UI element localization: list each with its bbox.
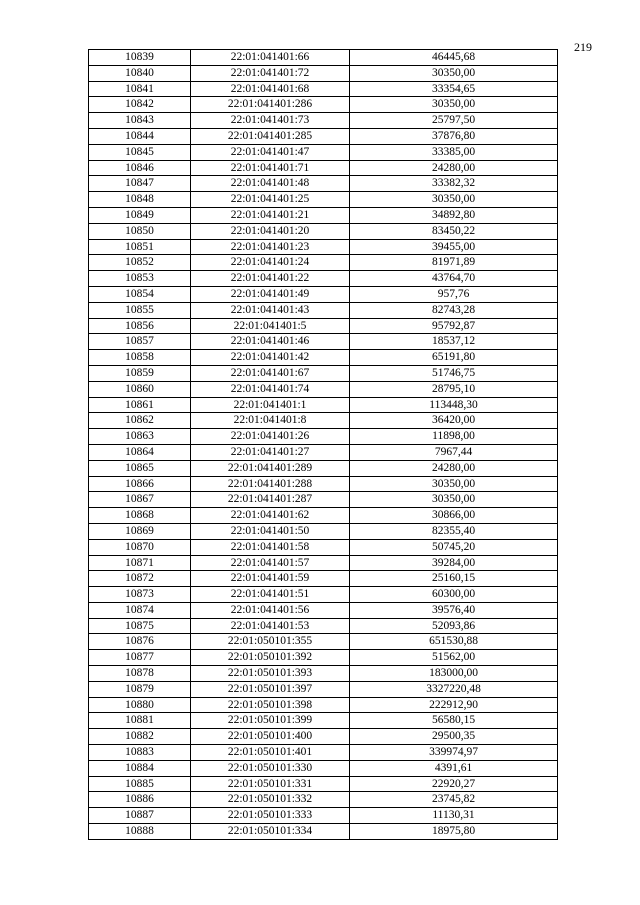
value-cell: 39576,40 [350,602,558,618]
row-number-cell: 10865 [89,460,191,476]
row-number-cell: 10847 [89,176,191,192]
value-cell: 183000,00 [350,666,558,682]
table-row [89,350,558,366]
table-body [89,50,558,840]
cadastral-number-cell: 22:01:041401:287 [191,492,350,508]
table-row [89,207,558,223]
row-number-cell: 10843 [89,113,191,129]
cadastral-number-cell: 22:01:041401:26 [191,429,350,445]
table-row [89,760,558,776]
row-number-cell: 10872 [89,571,191,587]
value-cell: 18537,12 [350,334,558,350]
cadastral-number-cell: 22:01:041401:68 [191,81,350,97]
value-cell: 46445,68 [350,50,558,66]
row-number-cell: 10878 [89,666,191,682]
table-row [89,729,558,745]
table-row [89,176,558,192]
cadastral-number-cell: 22:01:041401:58 [191,539,350,555]
value-cell: 113448,30 [350,397,558,413]
value-cell: 65191,80 [350,350,558,366]
cadastral-number-cell: 22:01:041401:47 [191,144,350,160]
table-row [89,50,558,66]
cadastral-number-cell: 22:01:041401:286 [191,97,350,113]
value-cell: 18975,80 [350,824,558,840]
table-row [89,634,558,650]
row-number-cell: 10883 [89,745,191,761]
cadastral-number-cell: 22:01:041401:8 [191,413,350,429]
table-row [89,681,558,697]
value-cell: 3327220,48 [350,681,558,697]
cadastral-number-cell: 22:01:050101:401 [191,745,350,761]
row-number-cell: 10844 [89,128,191,144]
value-cell: 43764,70 [350,271,558,287]
table-row [89,97,558,113]
cadastral-number-cell: 22:01:041401:67 [191,365,350,381]
row-number-cell: 10839 [89,50,191,66]
value-cell: 82355,40 [350,523,558,539]
value-cell: 23745,82 [350,792,558,808]
row-number-cell: 10849 [89,207,191,223]
value-cell: 222912,90 [350,697,558,713]
row-number-cell: 10856 [89,318,191,334]
value-cell: 30350,00 [350,65,558,81]
value-cell: 4391,61 [350,760,558,776]
value-cell: 28795,10 [350,381,558,397]
row-number-cell: 10888 [89,824,191,840]
row-number-cell: 10855 [89,302,191,318]
value-cell: 11130,31 [350,808,558,824]
value-cell: 51562,00 [350,650,558,666]
value-cell: 22920,27 [350,776,558,792]
table-row [89,413,558,429]
table-row [89,255,558,271]
cadastral-number-cell: 22:01:050101:393 [191,666,350,682]
cadastral-number-cell: 22:01:041401:71 [191,160,350,176]
cadastral-number-cell: 22:01:041401:50 [191,523,350,539]
value-cell: 30350,00 [350,192,558,208]
value-cell: 82743,28 [350,302,558,318]
row-number-cell: 10851 [89,239,191,255]
row-number-cell: 10879 [89,681,191,697]
value-cell: 50745,20 [350,539,558,555]
cadastral-number-cell: 22:01:041401:48 [191,176,350,192]
table-row [89,286,558,302]
table-row [89,160,558,176]
row-number-cell: 10842 [89,97,191,113]
value-cell: 33385,00 [350,144,558,160]
table-row [89,697,558,713]
value-cell: 83450,22 [350,223,558,239]
table-row [89,144,558,160]
cadastral-number-cell: 22:01:041401:25 [191,192,350,208]
row-number-cell: 10882 [89,729,191,745]
table-row [89,523,558,539]
cadastral-number-cell: 22:01:050101:333 [191,808,350,824]
table-row [89,334,558,350]
cadastral-number-cell: 22:01:050101:330 [191,760,350,776]
row-number-cell: 10876 [89,634,191,650]
row-number-cell: 10867 [89,492,191,508]
cadastral-number-cell: 22:01:041401:66 [191,50,350,66]
table-row [89,745,558,761]
cadastral-number-cell: 22:01:041401:53 [191,618,350,634]
value-cell: 24280,00 [350,460,558,476]
row-number-cell: 10868 [89,508,191,524]
row-number-cell: 10848 [89,192,191,208]
value-cell: 52093,86 [350,618,558,634]
value-cell: 25797,50 [350,113,558,129]
table-row [89,792,558,808]
cadastral-number-cell: 22:01:041401:74 [191,381,350,397]
page-number: 219 [574,40,592,54]
value-cell: 34892,80 [350,207,558,223]
row-number-cell: 10884 [89,760,191,776]
row-number-cell: 10852 [89,255,191,271]
row-number-cell: 10875 [89,618,191,634]
table-row [89,650,558,666]
value-cell: 37876,80 [350,128,558,144]
table-row [89,539,558,555]
cadastral-number-cell: 22:01:050101:334 [191,824,350,840]
row-number-cell: 10874 [89,602,191,618]
row-number-cell: 10840 [89,65,191,81]
cadastral-number-cell: 22:01:041401:57 [191,555,350,571]
table-row [89,128,558,144]
value-cell: 81971,89 [350,255,558,271]
value-cell: 11898,00 [350,429,558,445]
cadastral-number-cell: 22:01:041401:73 [191,113,350,129]
table-row [89,192,558,208]
row-number-cell: 10866 [89,476,191,492]
row-number-cell: 10863 [89,429,191,445]
value-cell: 33354,65 [350,81,558,97]
row-number-cell: 10887 [89,808,191,824]
table-row [89,587,558,603]
row-number-cell: 10873 [89,587,191,603]
row-number-cell: 10885 [89,776,191,792]
cadastral-number-cell: 22:01:050101:355 [191,634,350,650]
cadastral-number-cell: 22:01:041401:51 [191,587,350,603]
row-number-cell: 10862 [89,413,191,429]
cadastral-value-table [88,49,558,840]
cadastral-number-cell: 22:01:050101:398 [191,697,350,713]
value-cell: 30866,00 [350,508,558,524]
value-cell: 957,76 [350,286,558,302]
value-cell: 24280,00 [350,160,558,176]
table-row [89,666,558,682]
value-cell: 36420,00 [350,413,558,429]
table-row [89,271,558,287]
row-number-cell: 10864 [89,444,191,460]
value-cell: 51746,75 [350,365,558,381]
cadastral-number-cell: 22:01:041401:62 [191,508,350,524]
row-number-cell: 10860 [89,381,191,397]
cadastral-number-cell: 22:01:041401:43 [191,302,350,318]
value-cell: 30350,00 [350,492,558,508]
cadastral-number-cell: 22:01:041401:289 [191,460,350,476]
row-number-cell: 10877 [89,650,191,666]
cadastral-number-cell: 22:01:041401:59 [191,571,350,587]
value-cell: 56580,15 [350,713,558,729]
table-row [89,429,558,445]
row-number-cell: 10870 [89,539,191,555]
cadastral-number-cell: 22:01:050101:399 [191,713,350,729]
cadastral-number-cell: 22:01:041401:24 [191,255,350,271]
table-row [89,113,558,129]
table-row [89,318,558,334]
cadastral-number-cell: 22:01:041401:21 [191,207,350,223]
table-row [89,492,558,508]
value-cell: 30350,00 [350,97,558,113]
table-row [89,602,558,618]
row-number-cell: 10881 [89,713,191,729]
row-number-cell: 10869 [89,523,191,539]
table-row [89,508,558,524]
cadastral-number-cell: 22:01:041401:56 [191,602,350,618]
table-row [89,808,558,824]
value-cell: 39455,00 [350,239,558,255]
table-row [89,302,558,318]
table-row [89,65,558,81]
value-cell: 7967,44 [350,444,558,460]
value-cell: 95792,87 [350,318,558,334]
row-number-cell: 10858 [89,350,191,366]
table-row [89,713,558,729]
table-row [89,444,558,460]
cadastral-number-cell: 22:01:050101:331 [191,776,350,792]
value-cell: 339974,97 [350,745,558,761]
cadastral-number-cell: 22:01:041401:285 [191,128,350,144]
row-number-cell: 10859 [89,365,191,381]
row-number-cell: 10854 [89,286,191,302]
cadastral-number-cell: 22:01:050101:397 [191,681,350,697]
table-row [89,824,558,840]
row-number-cell: 10853 [89,271,191,287]
table-row [89,381,558,397]
row-number-cell: 10880 [89,697,191,713]
value-cell: 29500,35 [350,729,558,745]
cadastral-number-cell: 22:01:050101:332 [191,792,350,808]
table-row [89,365,558,381]
row-number-cell: 10845 [89,144,191,160]
table-row [89,239,558,255]
row-number-cell: 10846 [89,160,191,176]
row-number-cell: 10861 [89,397,191,413]
table-row [89,571,558,587]
row-number-cell: 10850 [89,223,191,239]
cadastral-number-cell: 22:01:041401:1 [191,397,350,413]
cadastral-number-cell: 22:01:041401:5 [191,318,350,334]
cadastral-number-cell: 22:01:041401:22 [191,271,350,287]
cadastral-number-cell: 22:01:050101:392 [191,650,350,666]
value-cell: 39284,00 [350,555,558,571]
table-row [89,81,558,97]
table-row [89,476,558,492]
cadastral-number-cell: 22:01:041401:72 [191,65,350,81]
row-number-cell: 10841 [89,81,191,97]
cadastral-number-cell: 22:01:050101:400 [191,729,350,745]
table-row [89,460,558,476]
cadastral-number-cell: 22:01:041401:49 [191,286,350,302]
table-row [89,555,558,571]
cadastral-number-cell: 22:01:041401:23 [191,239,350,255]
row-number-cell: 10857 [89,334,191,350]
value-cell: 651530,88 [350,634,558,650]
row-number-cell: 10871 [89,555,191,571]
value-cell: 60300,00 [350,587,558,603]
row-number-cell: 10886 [89,792,191,808]
value-cell: 33382,32 [350,176,558,192]
table-row [89,397,558,413]
table-row [89,776,558,792]
value-cell: 25160,15 [350,571,558,587]
cadastral-number-cell: 22:01:041401:288 [191,476,350,492]
cadastral-number-cell: 22:01:041401:42 [191,350,350,366]
table-row [89,618,558,634]
table-row [89,223,558,239]
cadastral-number-cell: 22:01:041401:27 [191,444,350,460]
value-cell: 30350,00 [350,476,558,492]
cadastral-number-cell: 22:01:041401:46 [191,334,350,350]
cadastral-number-cell: 22:01:041401:20 [191,223,350,239]
